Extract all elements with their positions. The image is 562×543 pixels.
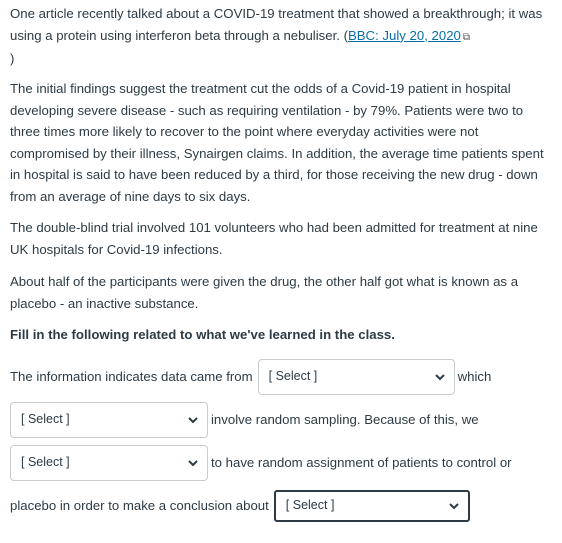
line1-after-text: which bbox=[457, 369, 492, 385]
data-source-select[interactable] bbox=[258, 359, 455, 395]
findings-paragraph: The initial findings suggest the treatment cut the odds of a Covid-19 patient in hospital developing severe disease - such as requiring ventilation - by 79%. Patients were two to three times more likely to recover to the point where everyday activities were not compromised by their illness, Synairgen claims. In addition, the average time patients spent in hospital is said to have been reduced by a third, for those receiving the new drug - down from an average of nine days to six days. bbox=[10, 81, 544, 204]
chevron-down-icon bbox=[434, 371, 446, 383]
intro-text: One article recently talked about a COVID-19 treatment that showed a breakthrough; it was using a protein using interferon beta through a nebuliser. ( bbox=[10, 6, 543, 43]
question-line-4 bbox=[10, 487, 470, 525]
question-line-3 bbox=[10, 444, 512, 482]
question-line-2 bbox=[10, 401, 479, 439]
select-value: [ Select ] bbox=[285, 498, 335, 513]
question-line-1 bbox=[10, 358, 491, 396]
chevron-down-icon bbox=[187, 457, 199, 469]
select-value: [ Select ] bbox=[21, 455, 70, 470]
line4-before-text: placebo in order to make a conclusion about bbox=[10, 498, 269, 514]
intro-paragraph bbox=[10, 3, 555, 70]
line1-before-text: The information indicates data came from bbox=[10, 369, 253, 385]
bbc-article-link[interactable]: BBC: July 20, 2020 bbox=[347, 27, 461, 43]
line3-after-text: to have random assignment of patients to control or bbox=[211, 455, 512, 471]
external-link-icon[interactable]: ⧉ bbox=[462, 31, 471, 43]
line2-after-text: involve random sampling. Because of this, we bbox=[211, 412, 479, 428]
select-value: [ Select ] bbox=[268, 369, 318, 384]
placebo-paragraph: About half of the participants were given the drug, the other half got what is known as a placebo - an inactive substance. bbox=[10, 274, 519, 311]
chevron-down-icon bbox=[448, 500, 460, 512]
trial-paragraph: The double-blind trial involved 101 volunteers who had been admitted for treatment at nine UK hospitals for Covid-19 infections. bbox=[10, 220, 538, 257]
select-value: [ Select ] bbox=[21, 412, 70, 427]
intro-close-paren: ) bbox=[10, 51, 15, 66]
random-assignment-select[interactable] bbox=[10, 445, 208, 481]
random-sampling-select[interactable] bbox=[10, 402, 208, 438]
instruction-text: Fill in the following related to what we've learned in the class. bbox=[10, 327, 395, 342]
conclusion-select[interactable] bbox=[274, 490, 470, 522]
chevron-down-icon bbox=[187, 414, 199, 426]
